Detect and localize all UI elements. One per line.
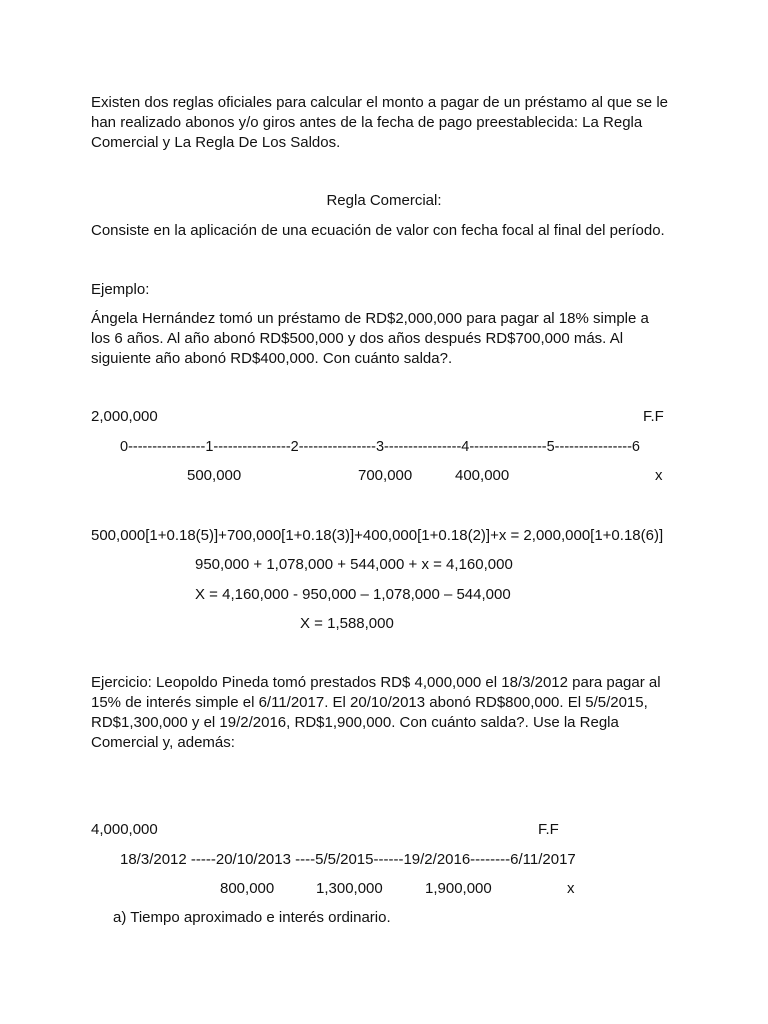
exercise-line-2: 15% de interés simple el 6/11/2017. El 20/10/2013 abonó RD$800,000. El 5/5/2015, — [91, 694, 648, 711]
intro-line-2: han realizado abonos y/o giros antes de la fecha de pago preestablecida: La Regla — [91, 114, 643, 131]
exercise-timeline-payment-1: 800,000 — [220, 880, 275, 897]
timeline-focal-date: F.F — [643, 408, 664, 425]
exercise-line-1: Ejercicio: Leopoldo Pineda tomó prestados RD$ 4,000,000 el 18/3/2012 para pagar al — [91, 674, 661, 691]
exercise-timeline-unknown: x — [567, 880, 575, 897]
exercise-timeline-axis: 18/3/2012 -----20/10/2013 ----5/5/2015------19/2/2016--------6/11/2017 — [120, 851, 576, 868]
example-heading: Ejemplo: — [91, 281, 150, 298]
intro-line-1: Existen dos reglas oficiales para calcular el monto a pagar de un préstamo al que se le — [91, 94, 668, 111]
definition-text: Consiste en la aplicación de una ecuación de valor con fecha focal al final del período. — [91, 222, 665, 239]
exercise-timeline-principal: 4,000,000 — [91, 821, 158, 838]
intro-line-3: Comercial y La Regla De Los Saldos. — [91, 134, 341, 151]
example-line-1: Ángela Hernández tomó un préstamo de RD$2,000,000 para pagar al 18% simple a — [91, 310, 649, 327]
exercise-timeline-payment-3: 1,900,000 — [425, 880, 492, 897]
exercise-item-a: a) Tiempo aproximado e interés ordinario. — [113, 909, 391, 926]
equation-2: 950,000 + 1,078,000 + 544,000 + x = 4,160,000 — [195, 556, 513, 573]
exercise-timeline-focal-date: F.F — [538, 821, 559, 838]
example-line-3: siguiente año abonó RD$400,000. Con cuánto salda?. — [91, 350, 453, 367]
exercise-timeline-payment-2: 1,300,000 — [316, 880, 383, 897]
timeline-payment-1: 500,000 — [187, 467, 242, 484]
timeline-payment-2: 700,000 — [358, 467, 413, 484]
equation-3: X = 4,160,000 - 950,000 – 1,078,000 – 544,000 — [195, 586, 511, 603]
timeline-principal: 2,000,000 — [91, 408, 158, 425]
section-title: Regla Comercial: — [326, 192, 442, 209]
equation-1: 500,000[1+0.18(5)]+700,000[1+0.18(3)]+400,000[1+0.18(2)]+x = 2,000,000[1+0.18(6)] — [91, 527, 664, 544]
exercise-line-3: RD$1,300,000 y el 19/2/2016, RD$1,900,000. Con cuánto salda?. Use la Regla — [91, 714, 619, 731]
timeline-payment-3: 400,000 — [455, 467, 510, 484]
timeline-axis: 0----------------1----------------2----------------3----------------4----------------5----------------6 — [120, 439, 640, 455]
timeline-unknown: x — [655, 467, 663, 484]
exercise-line-4: Comercial y, además: — [91, 734, 235, 751]
equation-4: X = 1,588,000 — [300, 615, 394, 632]
example-line-2: los 6 años. Al año abonó RD$500,000 y dos años después RD$700,000 más. Al — [91, 330, 624, 347]
